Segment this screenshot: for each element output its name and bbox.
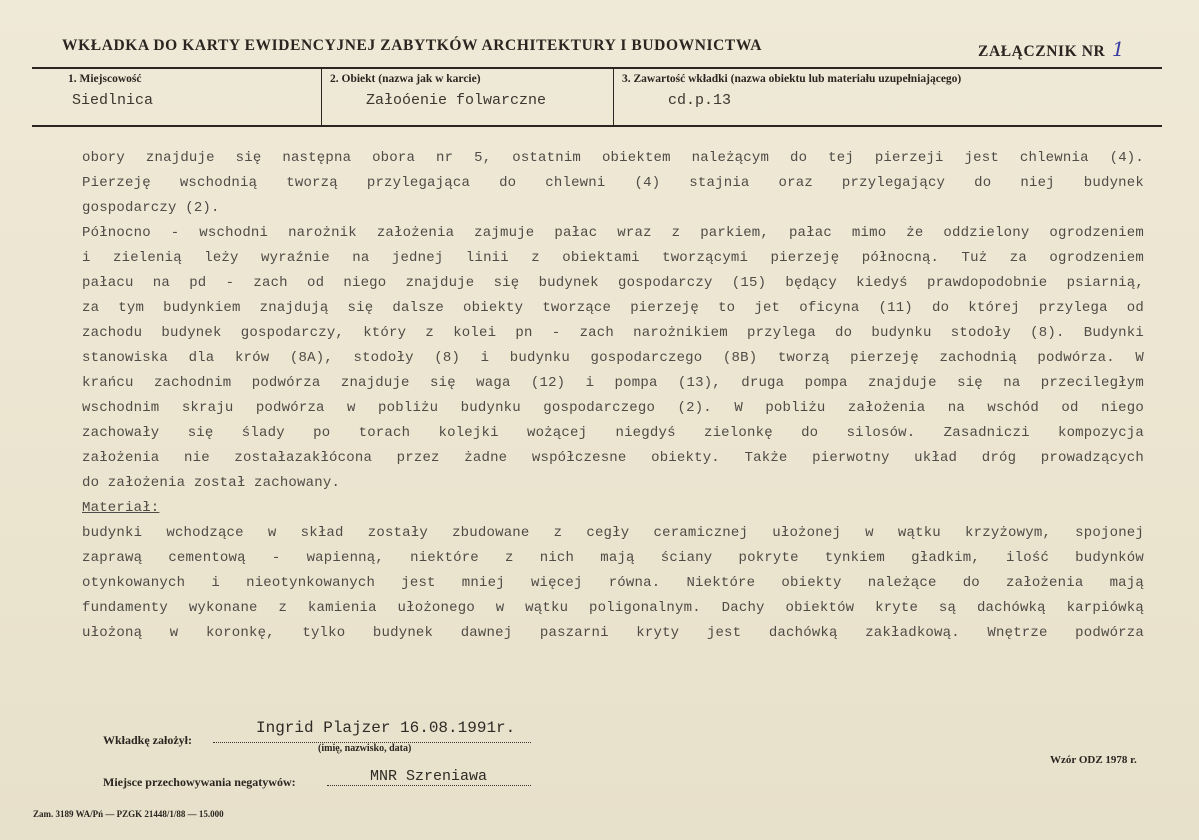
text-line: Północno - wschodni narożnik założenia zajmuje pałac wraz z parkiem, pałac mimo że oddzielony ogrodzeniem [82,225,1144,241]
text-line: krańcu zachodnim podwórza znajduje się waga (12) i pompa (13), druga pompa znajduje się na przeciległym [82,375,1144,391]
text-line: zaprawą cementową - wapienną, niektóre z nich mają ściany pokryte tynkiem gładkim, ilość budynków [82,550,1144,566]
text-line: otynkowanych i nieotynkowanych jest mniej więcej równa. Niektóre obiekty należące do założenia mają [82,575,1144,591]
text-line: do założenia został zachowany. [82,475,341,491]
annex-label-text: ZAŁĄCZNIK NR [978,43,1106,60]
annex-number: 1 [1111,37,1126,61]
text-line: fundamenty wykonane z kamienia ułożonego w wątku poligonalnym. Dachy obiektów kryte są dachówką karpiówką [82,600,1144,616]
text-line: założenia nie zostałazakłócona przez żadne współczesne obiekty. Także pierwotny układ dróg prowadzących [82,450,1144,466]
material-heading-text: Materiał: [82,500,160,516]
author-label: Wkładkę założył: [103,733,192,747]
locality-value: Siedlnica [72,92,154,109]
description-text [82,146,1144,646]
cell-divider-1 [321,69,322,125]
text-line: zachowały się ślady po torach kolejki wożącej niegdyś zielonkę do silosów. Zasadniczi kompozycja [82,425,1144,441]
text-line: stanowiska dla krów (8A), stodoły (8) i budynku gospodarczego (8B) tworzą pierzeję zachodnią podwórza. W [82,350,1144,366]
storage-label: Miejsce przechowywania negatywów: [103,775,296,789]
storage-dotted-line [327,785,531,786]
text-line: pałacu na pd - zach od niego znajduje się budynek gospodarczy (15) będący kiedyś prawdopodobnie psiarnią, [82,275,1144,291]
form-title: WKŁADKA DO KARTY EWIDENCYJNEJ ZABYTKÓW ARCHITEKTURY I BUDOWNICTWA [62,37,763,54]
header-top-rule [32,67,1162,69]
content-label: 3. Zawartość wkładki (nazwa obiektu lub materiału uzupełniającego) [622,73,962,85]
object-value: Załoóenie folwarczne [366,92,547,109]
object-label: 2. Obiekt (nazwa jak w karcie) [330,73,481,85]
text-line: Pierzeję wschodnią tworzą przylegająca do chlewni (4) stajnia oraz przylegający do niej budynek [82,175,1144,191]
text-line: za tym budynkiem znajdują się dalsze obiekty tworzące pierzeję to jet oficyna (11) do której przylega od [82,300,1144,316]
header-bottom-rule [32,125,1162,127]
locality-label: 1. Miejscowość [68,73,142,85]
text-line: budynki wchodzące w skład zostały zbudowane z cegły ceramicznej ułożonej w wątku krzyżowym, spojonej [82,525,1144,541]
content-value: cd.p.13 [668,92,732,109]
text-line: obory znajduje się następna obora nr 5, ostatnim obiektem należącym do tej pierzeji jest chlewnia (4). [82,150,1144,166]
annex-label [978,37,1125,61]
material-heading [82,496,1144,521]
form-version: Wzór ODZ 1978 r. [1050,754,1137,766]
text-line: zachodu budynek gospodarczy, który z kolei pn - zach narożnikiem przylega do budynku stodoły (8). Budynki [82,325,1144,341]
cell-divider-2 [613,69,614,125]
storage-value: MNR Szreniawa [370,768,488,785]
text-line: i zielenią leży wyraźnie na jednej linii z obiektami tworzącymi pierzeję północną. Tuż za ogrodzeniem [82,250,1144,266]
text-line: gospodarczy (2). [82,200,220,216]
text-line: wschodnim skraju podwórza w pobliżu budynku gospodarczego (2). W pobliżu założenia na wschód od niego [82,400,1144,416]
author-value: Ingrid Plajzer 16.08.1991r. [256,719,516,737]
text-line: ułożoną w koronkę, tylko budynek dawnej paszarni kryty jest dachówką zakładkową. Wnętrze podwórza [82,625,1144,641]
author-caption: (imię, nazwisko, data) [318,743,412,754]
print-info: Zam. 3189 WA/Pń — PZGK 21448/1/88 — 15.000 [33,809,224,819]
